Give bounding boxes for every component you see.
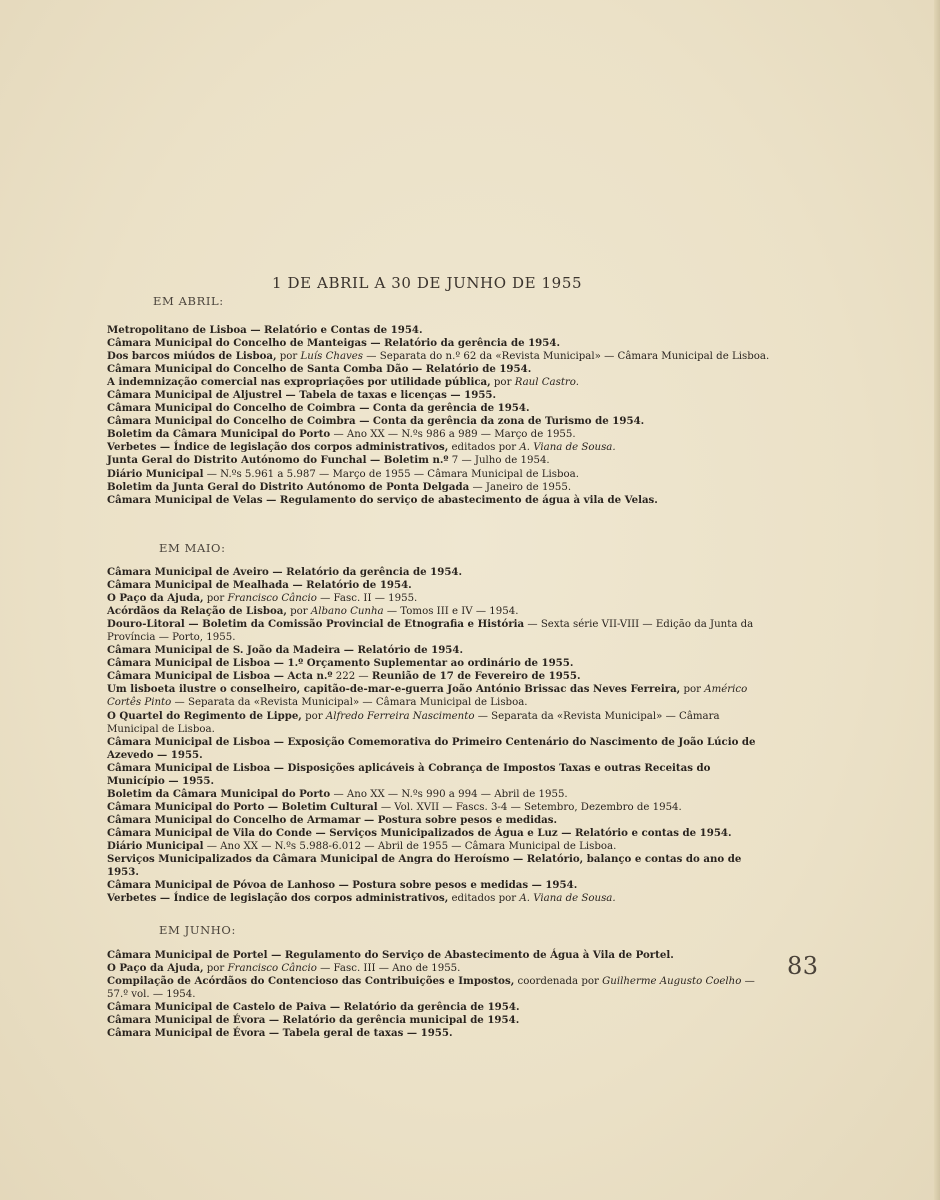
entry-segment: por <box>286 606 311 618</box>
entry-segment: Um lisboeta ilustre o conselheiro, capitão-de-mar-e-guerra João António Brissac das Neves Ferreira, <box>107 683 681 696</box>
entry-segment: Câmara Municipal de Évora — Relatório da gerência municipal de 1954. <box>107 1014 520 1027</box>
entries-may <box>107 566 771 905</box>
entry-item <box>107 670 771 683</box>
entry-item <box>107 962 771 975</box>
entry-item <box>107 853 771 879</box>
entry-item <box>107 592 771 605</box>
entry-segment: Acórdãos da Relação de Lisboa, <box>107 605 287 618</box>
entry-segment: — Sexta série VII-VIII — Edição da Junta da Província — Porto, 1955. <box>107 619 754 644</box>
entry-item <box>107 736 771 762</box>
entry-segment: Câmara Municipal de Mealhada — Relatório de 1954. <box>107 579 412 592</box>
entry-item <box>107 428 771 441</box>
entry-segment: — Janeiro de 1955. <box>469 481 572 493</box>
entry-segment: por <box>276 351 301 363</box>
entry-segment: — Separata do n.º 62 da «Revista Municipal» — Câmara Municipal de Lisboa. <box>363 351 770 363</box>
entry-item <box>107 566 771 579</box>
entry-segment: Serviços Municipalizados da Câmara Municipal de Angra do Heroísmo — Relatório, balanço e contas do ano de 1953. <box>107 853 742 879</box>
entry-segment: — Fasc. III — Ano de 1955. <box>316 963 461 975</box>
entry-item <box>107 415 771 428</box>
entry-segment: Boletim da Junta Geral do Distrito Autónomo de Ponta Delgada <box>107 480 470 493</box>
entry-item <box>107 363 771 376</box>
entry-segment: Câmara Municipal de Évora — Tabela geral de taxas — 1955. <box>107 1027 453 1040</box>
entry-item <box>107 949 771 962</box>
entry-segment: A indemnização comercial nas expropriações por utilidade pública, <box>107 376 491 389</box>
entry-segment: Câmara Municipal de Póvoa de Lanhoso — Postura sobre pesos e medidas — 1954. <box>107 879 578 892</box>
entry-segment: Boletim da Câmara Municipal do Porto <box>107 787 331 800</box>
section-heading-april: EM ABRIL: <box>153 294 224 308</box>
entry-segment: Américo Cortês Pinto <box>107 684 748 709</box>
entry-segment: — Separata da «Revista Municipal» — Câmara Municipal de Lisboa. <box>171 697 528 709</box>
entry-segment: Câmara Municipal de Aljustrel — Tabela de taxas e licenças — 1955. <box>107 389 497 402</box>
entry-segment: Câmara Municipal de S. João da Madeira — Relatório de 1954. <box>107 644 463 657</box>
entry-item <box>107 801 771 814</box>
entry-segment: Luís Chaves <box>300 351 364 363</box>
entry-segment: Câmara Municipal do Concelho de Coimbra — Conta da gerência da zona de Turismo de 1954. <box>107 415 645 428</box>
entry-segment: coordenada por <box>514 976 603 988</box>
entry-segment: Câmara Municipal de Vila do Conde — Serviços Municipalizados de Água e Luz — Relatório e contas de 1954. <box>107 826 732 839</box>
entry-segment: editados por <box>448 893 520 905</box>
entry-item <box>107 892 771 905</box>
entry-item <box>107 683 771 709</box>
entry-item <box>107 454 771 467</box>
entry-segment: 222 — <box>332 671 372 683</box>
entry-segment: — Ano XX — N.ºs 5.988-6.012 — Abril de 1955 — Câmara Municipal de Lisboa. <box>203 840 617 852</box>
entry-segment: Diário Municipal <box>107 467 204 480</box>
entry-segment: por <box>203 963 228 975</box>
entry-segment: Reunião de 17 de Fevereiro de 1955. <box>371 670 581 683</box>
entry-item <box>107 644 771 657</box>
entry-segment: — Separata da «Revista Municipal» — Câmara Municipal de Lisboa. <box>107 710 720 735</box>
entry-item <box>107 579 771 592</box>
entry-segment: A. Viana de Sousa. <box>519 893 616 905</box>
section-heading-june: EM JUNHO: <box>159 923 236 937</box>
entry-segment: Câmara Municipal de Lisboa — Exposição Comemorativa do Primeiro Centenário do Nascimento de João Lúcio de Azevedo — 1955. <box>107 735 756 761</box>
entry-segment: — Ano XX — N.ºs 990 a 994 — Abril de 1955. <box>330 788 568 800</box>
entry-item <box>107 468 771 481</box>
entry-item <box>107 1014 771 1027</box>
entry-segment: Câmara Municipal de Lisboa — Acta n.º <box>107 670 333 683</box>
entry-segment: O Quartel do Regimento de Lippe, <box>107 709 302 722</box>
entry-segment: — Ano XX — N.ºs 986 a 989 — Março de 1955. <box>330 429 576 441</box>
entry-segment: Guilherme Augusto Coelho <box>602 976 742 988</box>
entry-segment: Boletim da Câmara Municipal do Porto <box>107 428 331 441</box>
entry-segment: Câmara Municipal de Castelo de Paiva — Relatório da gerência de 1954. <box>107 1001 520 1014</box>
entry-segment: Albano Cunha <box>310 606 384 618</box>
entry-segment: editados por <box>448 442 520 454</box>
entry-item <box>107 710 771 736</box>
entry-segment: Câmara Municipal de Portel — Regulamento do Serviço de Abastecimento de Água à Vila de Portel. <box>107 949 674 961</box>
entry-segment: Câmara Municipal de Lisboa — Disposições aplicáveis à Cobrança de Impostos Taxas e outras Receitas do Município — 1955. <box>107 761 711 787</box>
entry-segment: Câmara Municipal de Lisboa — 1.º Orçamento Suplementar ao ordinário de 1955. <box>107 657 574 670</box>
entry-segment: Verbetes — Índice de legislação dos corpos administrativos, <box>107 441 449 454</box>
section-heading-may: EM MAIO: <box>159 541 226 555</box>
entry-item <box>107 441 771 454</box>
entry-item <box>107 389 771 402</box>
entry-segment: A. Viana de Sousa. <box>519 442 616 454</box>
entry-segment: por <box>203 593 228 605</box>
entry-segment: Câmara Municipal do Concelho de Manteigas — Relatório da gerência de 1954. <box>107 337 560 350</box>
entry-segment: por <box>680 684 705 696</box>
entry-segment: — N.ºs 5.961 a 5.987 — Março de 1955 — Câmara Municipal de Lisboa. <box>203 468 579 480</box>
entry-item <box>107 762 771 788</box>
entry-item <box>107 350 771 363</box>
entries-april <box>107 324 771 507</box>
entry-segment: Junta Geral do Distrito Autónomo do Funchal — Boletim n.º <box>107 454 449 467</box>
entry-segment: Dos barcos miúdos de Lisboa, <box>107 350 277 363</box>
entry-segment: Francisco Câncio <box>227 963 317 975</box>
entry-segment: 7 — Julho de 1954. <box>448 455 550 467</box>
entry-segment: — Vol. XVII — Fascs. 3-4 — Setembro, Dezembro de 1954. <box>377 801 682 813</box>
entry-item <box>107 975 771 1001</box>
entry-segment: O Paço da Ajuda, <box>107 592 204 605</box>
entry-item <box>107 618 771 644</box>
entry-segment: Douro-Litoral — Boletim da Comissão Provincial de Etnografia e História <box>107 618 525 631</box>
entry-item <box>107 494 771 507</box>
entry-item <box>107 788 771 801</box>
entries-june <box>107 949 771 1040</box>
entry-segment: Diário Municipal <box>107 839 204 852</box>
entry-item <box>107 827 771 840</box>
entry-segment: O Paço da Ajuda, <box>107 962 204 975</box>
entry-item <box>107 657 771 670</box>
entry-item <box>107 402 771 415</box>
entry-segment: Câmara Municipal de Velas — Regulamento do serviço de abastecimento de água à vila de Velas. <box>107 493 658 506</box>
entry-segment: Verbetes — Índice de legislação dos corpos administrativos, <box>107 892 449 905</box>
entry-segment: por <box>301 710 326 722</box>
entry-item <box>107 879 771 892</box>
entry-segment: Câmara Municipal do Concelho de Armamar — Postura sobre pesos e medidas. <box>107 813 557 826</box>
entry-segment: Compilação de Acórdãos do Contencioso das Contribuições e Impostos, <box>107 975 515 988</box>
entry-item <box>107 814 771 827</box>
entry-segment: Câmara Municipal do Porto — Boletim Cultural <box>107 800 378 813</box>
entry-segment: Alfredo Ferreira Nascimento <box>325 710 475 722</box>
entry-item <box>107 840 771 853</box>
entry-item <box>107 481 771 494</box>
entry-item <box>107 1027 771 1040</box>
entry-segment: Câmara Municipal do Concelho de Santa Comba Dão — Relatório de 1954. <box>107 363 532 376</box>
page-edge <box>934 0 940 1200</box>
entry-segment: Câmara Municipal de Aveiro — Relatório da gerência de 1954. <box>107 566 463 578</box>
entry-item <box>107 605 771 618</box>
entry-item <box>107 1001 771 1014</box>
entry-item <box>107 324 771 337</box>
entry-segment: Raul Castro. <box>514 377 579 389</box>
entry-segment: Metropolitano de Lisboa — Relatório e Contas de 1954. <box>107 324 423 336</box>
entry-item <box>107 376 771 389</box>
page-number: 83 <box>787 952 819 980</box>
entry-segment: Francisco Câncio <box>227 593 317 605</box>
entry-segment: — 57.º vol. — 1954. <box>107 976 755 1001</box>
entry-item <box>107 337 771 350</box>
page-title: 1 DE ABRIL A 30 DE JUNHO DE 1955 <box>272 274 583 292</box>
entry-segment: por <box>490 377 515 389</box>
entry-segment: — Fasc. II — 1955. <box>316 593 418 605</box>
entry-segment: Câmara Municipal do Concelho de Coimbra — Conta da gerência de 1954. <box>107 402 530 415</box>
entry-segment: — Tomos III e IV — 1954. <box>383 606 519 618</box>
